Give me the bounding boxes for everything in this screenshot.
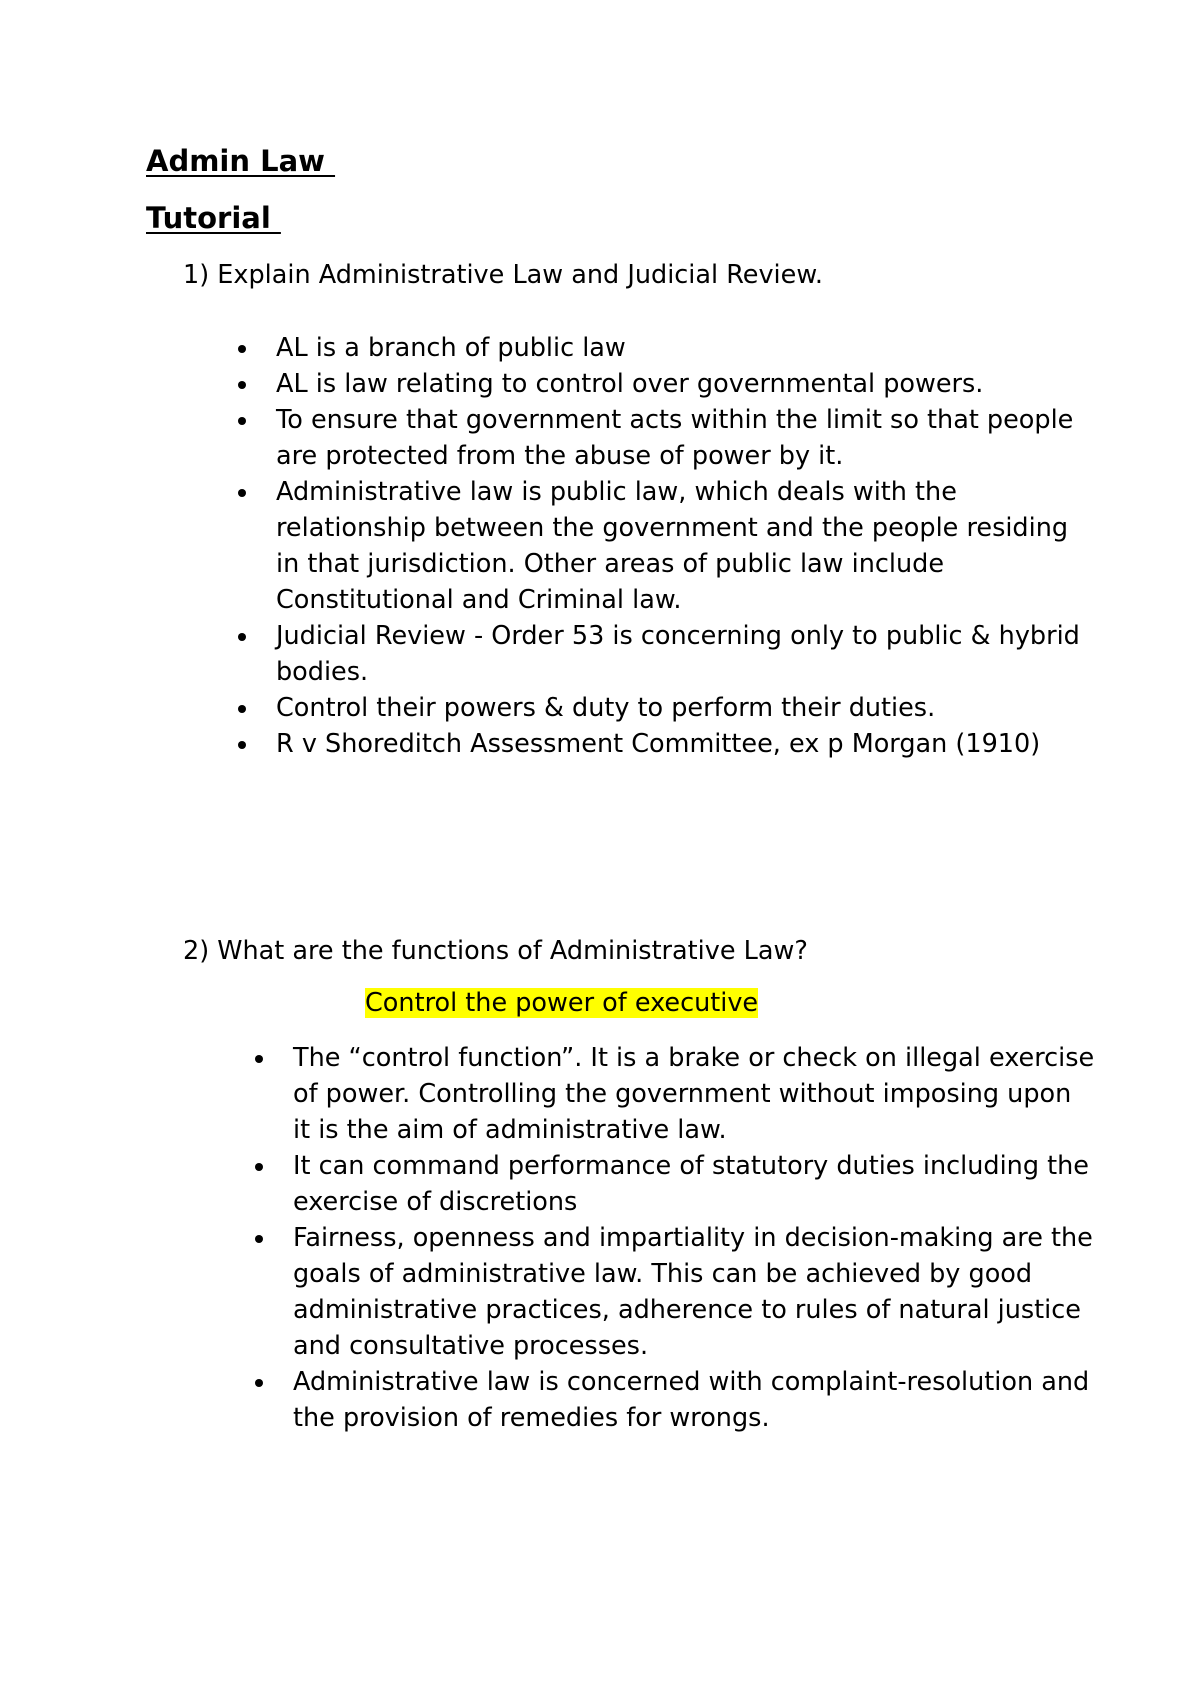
bullet-icon xyxy=(238,705,246,713)
list-item xyxy=(238,330,1088,366)
list-item-text: Control their powers & duty to perform their duties. xyxy=(276,693,936,723)
bullet-icon xyxy=(238,633,246,641)
list-item-text: It can command performance of statutory duties including the exercise of discretions xyxy=(293,1151,1089,1217)
list-item xyxy=(255,1364,1095,1436)
list-item xyxy=(238,690,1088,726)
bullet-icon xyxy=(238,741,246,749)
bullet-list-1 xyxy=(238,330,1088,762)
list-item-text: Judicial Review - Order 53 is concerning only to public & hybrid bodies. xyxy=(276,621,1080,687)
bullet-icon xyxy=(255,1055,263,1063)
bullet-icon xyxy=(238,381,246,389)
list-item xyxy=(238,366,1088,402)
list-item xyxy=(238,474,1088,618)
question-1: 1) Explain Administrative Law and Judicial Review. xyxy=(183,260,823,290)
question-2: 2) What are the functions of Administrative Law? xyxy=(183,936,808,966)
list-item-text: The “control function”. It is a brake or check on illegal exercise of power. Controlling the government without imposing upon it is the aim of administrative law. xyxy=(293,1043,1095,1145)
highlighted-heading xyxy=(365,986,758,1020)
document-subtitle: Tutorial xyxy=(146,201,281,235)
bullet-icon xyxy=(255,1163,263,1171)
list-item xyxy=(238,402,1088,474)
bullet-icon xyxy=(255,1235,263,1243)
bullet-icon xyxy=(255,1379,263,1387)
list-item xyxy=(255,1040,1095,1148)
bullet-icon xyxy=(238,417,246,425)
list-item-text: R v Shoreditch Assessment Committee, ex p Morgan (1910) xyxy=(276,729,1041,759)
document-title: Admin Law xyxy=(146,144,336,178)
list-item-text: Administrative law is public law, which deals with the relationship between the government and the people residing in that jurisdiction. Other areas of public law include Constitutional and Criminal law. xyxy=(276,477,1069,615)
bullet-icon xyxy=(238,345,246,353)
list-item xyxy=(238,618,1088,690)
highlighted-text: Control the power of executive xyxy=(365,988,759,1018)
bullet-list-2 xyxy=(255,1040,1095,1436)
bullet-icon xyxy=(238,489,246,497)
list-item-text: Administrative law is concerned with complaint-resolution and the provision of remedies for wrongs. xyxy=(293,1367,1090,1433)
list-item-text: Fairness, openness and impartiality in decision-making are the goals of administrative law. This can be achieved by good administrative practices, adherence to rules of natural justice and consultative processes. xyxy=(293,1223,1093,1361)
list-item xyxy=(255,1148,1095,1220)
list-item-text: AL is a branch of public law xyxy=(276,333,626,363)
list-item-text: To ensure that government acts within the limit so that people are protected from the abuse of power by it. xyxy=(276,405,1074,471)
list-item-text: AL is law relating to control over governmental powers. xyxy=(276,369,984,399)
list-item xyxy=(255,1220,1095,1364)
list-item xyxy=(238,726,1088,762)
